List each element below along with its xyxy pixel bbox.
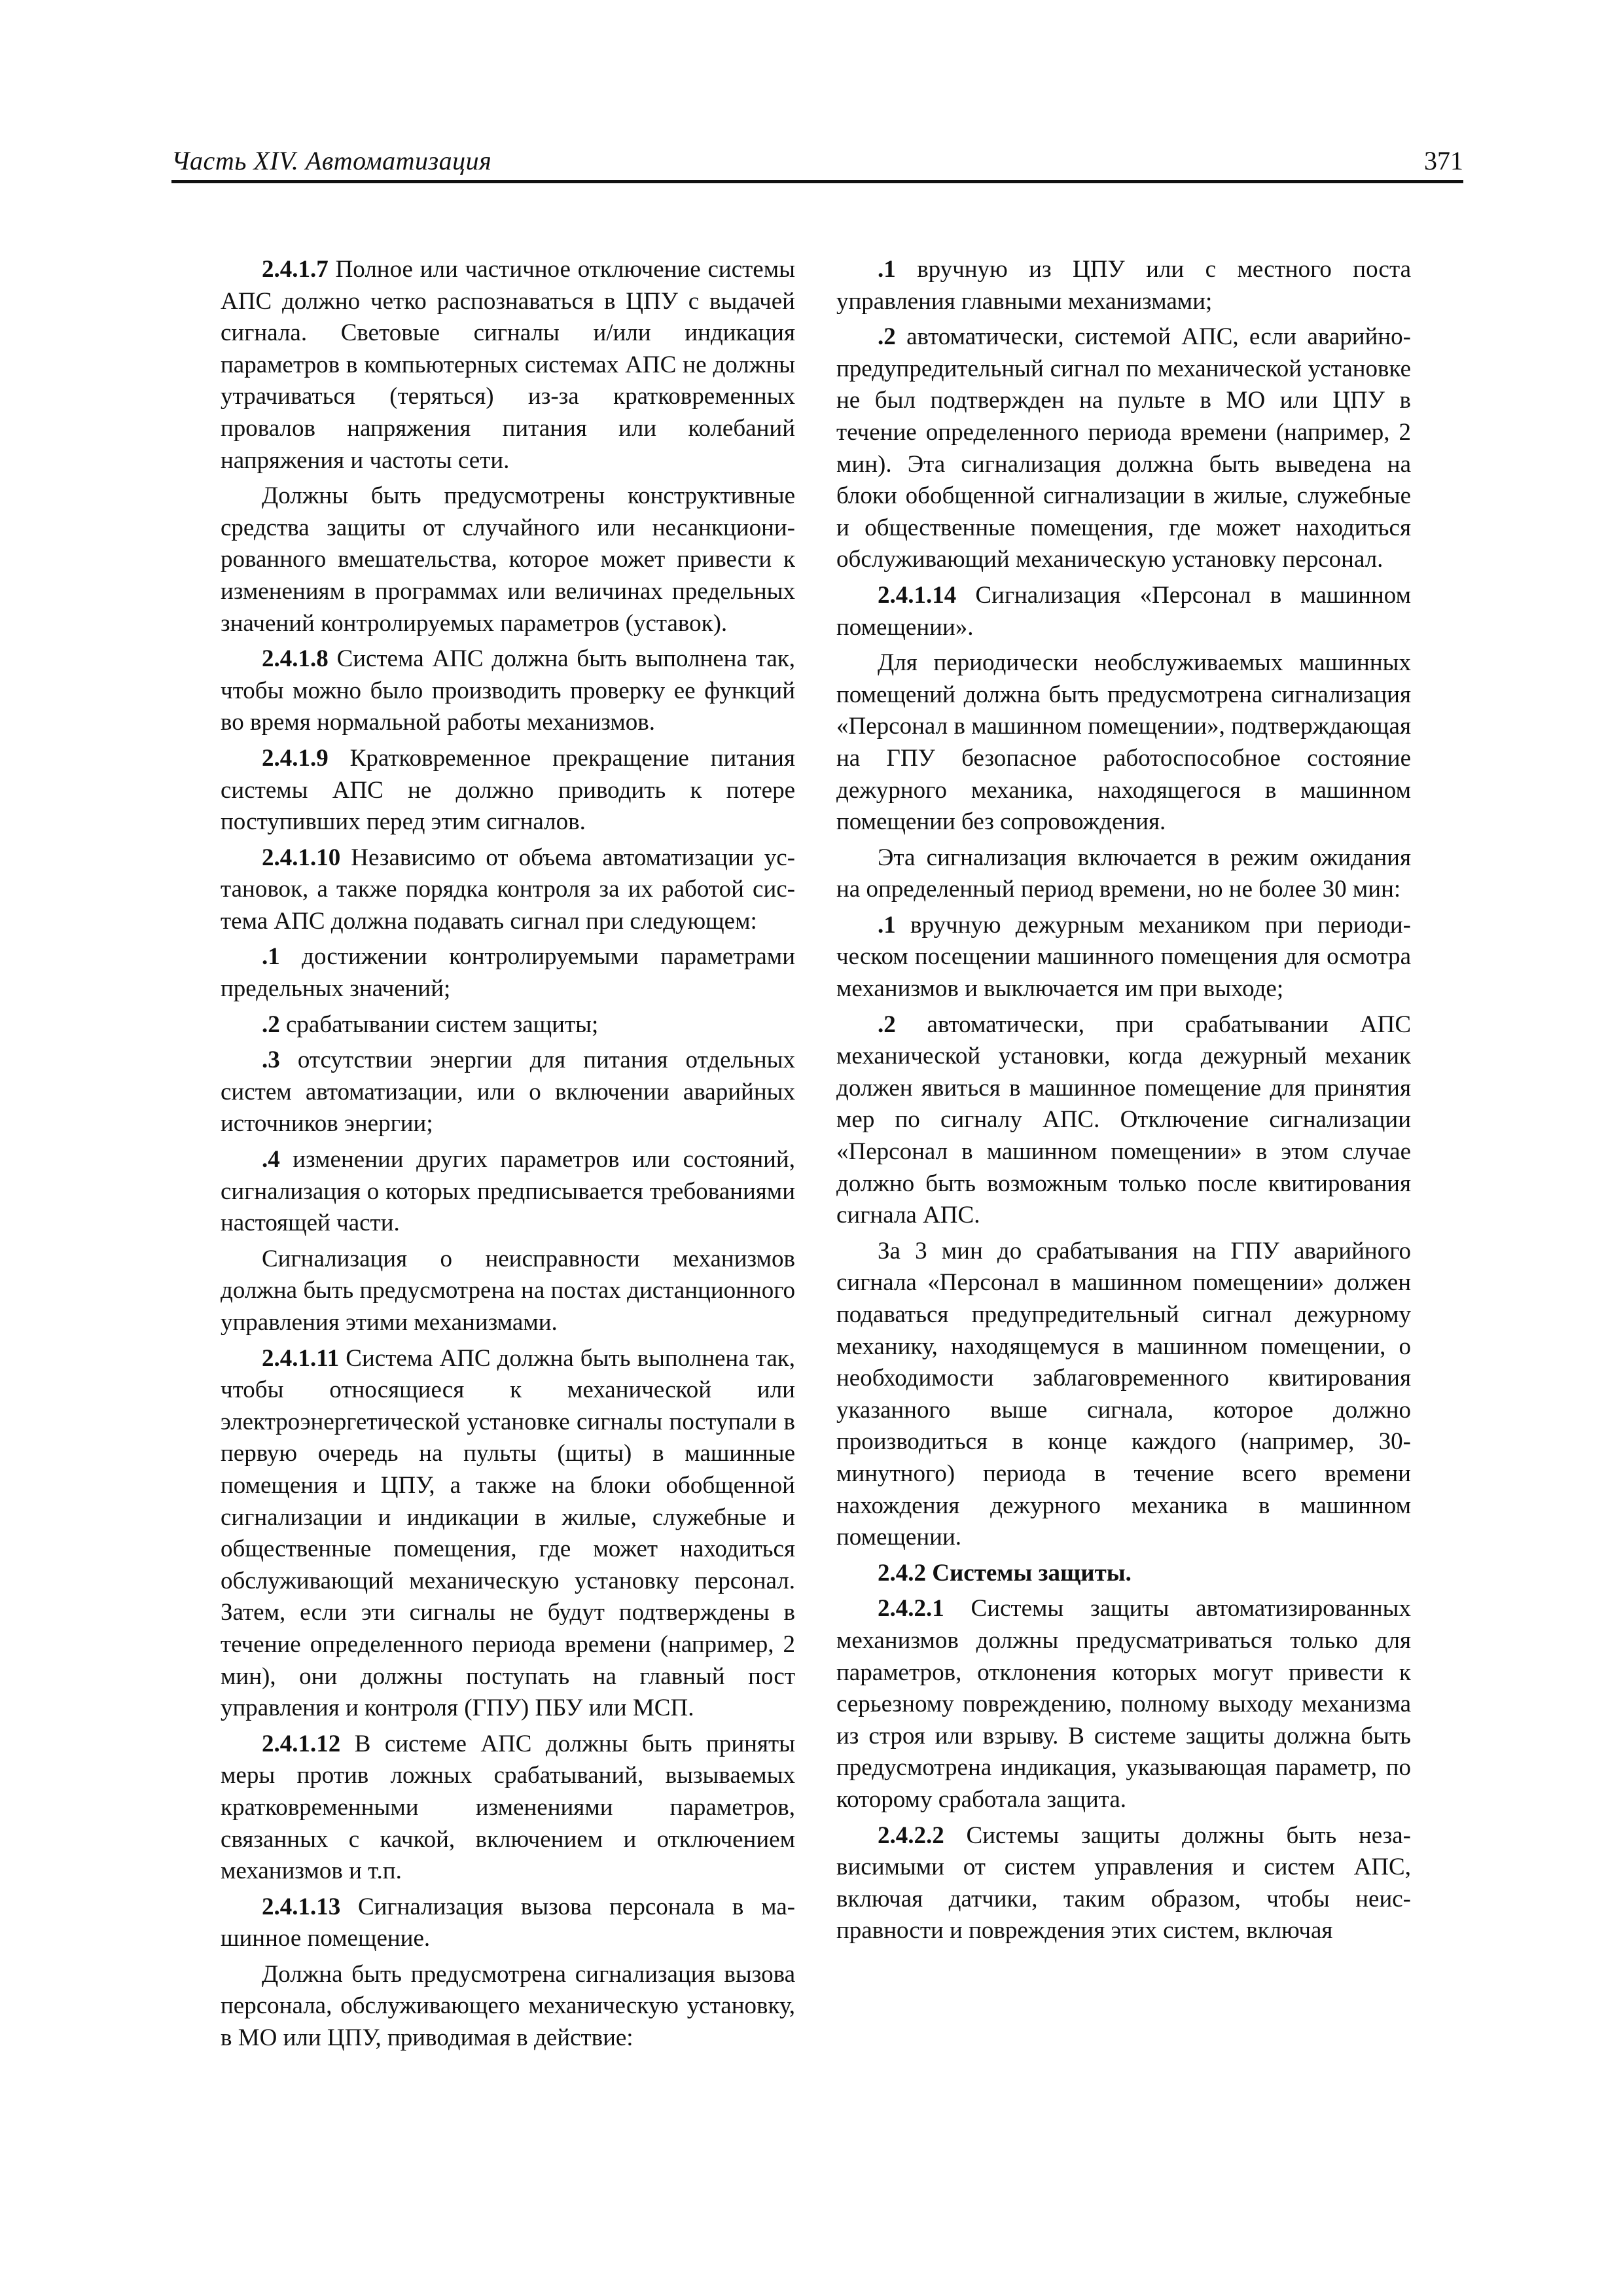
paragraph-text: Сигнализация «Персонал в машинном помещении». [836, 581, 1411, 641]
left-column [221, 254, 795, 2058]
paragraph [836, 1593, 1411, 1816]
paragraph-text: Система АПС должна быть выполнена так, чтобы относящиеся к механической или электроэнергетической установке сигналы поступали в первую очередь на пульты (щиты) в машинные помещения и ЦПУ, а также на блоки обобщенной сигнализации и индикации в жилые, служебные и общественные помещения, где может находиться обслуживающий механическую установку персонал. Затем, если эти сигналы не будут подтверждены в течение определенного периода времени (например, 2 мин), они должны поступать на главный пост управления и контроля (ГПУ) ПБУ или МСП. [221, 1344, 795, 1722]
paragraph-text: Должна быть предусмотрена сигнализация вызова персонала, обслуживающего механическую установку, в МО или ЦПУ, приводимая в действие: [221, 1960, 795, 2052]
paragraph [221, 480, 795, 639]
paragraph-text: Эта сигнализация включается в режим ожидания на определенный период времени, но не более 30 мин: [836, 844, 1411, 903]
list-item-number: .2 [878, 1011, 896, 1038]
right-column [836, 254, 1411, 1951]
paragraph [836, 1236, 1411, 1554]
paragraph [221, 1959, 795, 2054]
list-item [221, 1009, 795, 1041]
paragraph [221, 1892, 795, 1955]
paragraph [221, 1729, 795, 1888]
header-divider [171, 180, 1463, 183]
paragraph [836, 647, 1411, 838]
list-item-text: вручную дежурным механиком при периодическом посещении машинного помещения для осмотра механизмов и выключается им при выходе; [836, 911, 1411, 1003]
list-item-text: срабатывании систем защиты; [279, 1011, 599, 1038]
list-item [221, 1144, 795, 1240]
paragraph-text: Система АПС должна быть выполнена так, чтобы можно было производить проверку ее функций во время нормальной работы механизмов. [221, 645, 795, 736]
list-item-number: .2 [878, 323, 896, 351]
list-item-number: .1 [262, 943, 280, 971]
paragraph-text: За 3 мин до срабатывания на ГПУ аварийного сигнала «Персонал в машинном помещении» должен подаваться предупредительный сигнал дежурному механику, находящемуся в машинном помещении, о необходимости заблаговременного квитирования указанного выше сигнала, которое должно производиться в конце каждого (например, 30-минутного) периода в течение всего времени нахождения дежурного механика в машинном помещении. [836, 1237, 1411, 1551]
list-item-text: отсутствии энергии для питания отдельных систем автоматизации, или о включении аварийных источников энергии; [221, 1047, 795, 1138]
list-item-text: вручную из ЦПУ или с местного поста управления главными механизмами; [836, 256, 1411, 315]
section-heading [836, 1558, 1411, 1590]
paragraph-text: Должны быть предусмотрены конструктивные средства защиты от случайного или несанкционированного вмешательства, которое может привести к изменениям в программах или величинах предельных значений контролируемых параметров (уставок). [221, 482, 795, 637]
list-item [836, 1009, 1411, 1232]
clause-number: 2.4.2.2 [878, 1821, 944, 1849]
paragraph [221, 643, 795, 739]
clause-number: 2.4.1.14 [878, 581, 957, 609]
clause-number: 2.4.1.10 [262, 844, 341, 871]
list-item-text: автоматически, системой АПС, если аварийно-предупредительный сигнал по механической установке не был подтвержден на пульте в МО или ЦПУ в течение определенного периода времени (например, 2 мин). Эта сигнализация должна быть выведена на блоки обобщенной сигнализации в жилые, служебные и общественные помещения, где может находиться обслуживающий механическую установку персонал. [836, 323, 1411, 573]
paragraph-text: Для периодически необслуживаемых машинных помещений должна быть предусмотрена сигнализация «Персонал в машинном помещении», подтверждающая на ГПУ безопасное работоспособное состояние дежурного механика, находящегося в машинном помещении без сопровождения. [836, 649, 1411, 836]
list-item-text: изменении других параметров или состояний, сигнализация о которых предписывается требованиями настоящей части. [221, 1146, 795, 1237]
list-item [221, 941, 795, 1005]
list-item [221, 1045, 795, 1140]
list-item-number: .1 [878, 911, 896, 939]
list-item [836, 910, 1411, 1005]
paragraph [221, 254, 795, 476]
paragraph-text: Сигнализация вызова персонала в машинное помещение. [221, 1893, 795, 1952]
paragraph-text: Системы защиты автоматизированных механизмов должны предусматриваться только для параметров, отклонения которых могут привести к серьезному повреждению, полному выходу механизма из строя или взрыву. В системе защиты должна быть предусмотрена индикация, указывающая параметр, по которому сработала защита. [836, 1595, 1411, 1813]
list-item [836, 254, 1411, 317]
list-item [836, 321, 1411, 576]
clause-number: 2.4.1.9 [262, 744, 329, 772]
paragraph-text: Системы защиты должны быть независимыми от систем управления и систем АПС, включая датчики, таким образом, чтобы неисправности и повреждения этих систем, включая [836, 1821, 1411, 1945]
page-number: 371 [1424, 146, 1463, 175]
paragraph-text: Полное или частичное отключение системы АПС должно четко распознаваться в ЦПУ с выдачей сигнала. Световые сигналы и/или индикация параметров в компьютерных системах АПС не должны утрачиваться (теряться) из-за кратковременных провалов напряжения питания или колебаний напряжения и частоты сети. [221, 256, 795, 474]
clause-number: 2.4.1.12 [262, 1730, 341, 1757]
list-item-text: автоматически, при срабатывании АПС механической установки, когда дежурный механик должен явиться в машинное помещение для принятия мер по сигналу АПС. Отключение сигнализации «Персонал в машинном помещении» в этом случае должно быть возможным только после квитирования сигнала АПС. [836, 1011, 1411, 1229]
paragraph [221, 842, 795, 938]
running-header-title: Часть XIV. Автоматизация [171, 146, 492, 175]
clause-number: 2.4.1.8 [262, 645, 329, 673]
list-item-number: .3 [262, 1047, 280, 1074]
list-item-number: .2 [262, 1011, 280, 1038]
list-item-number: .1 [878, 256, 896, 283]
paragraph [221, 743, 795, 838]
paragraph [836, 842, 1411, 906]
clause-number: 2.4.1.13 [262, 1893, 341, 1920]
paragraph-text: Независимо от объема автоматизации установок, а также порядка контроля за их работой система АПС должна подавать сигнал при следующем: [221, 844, 795, 935]
paragraph [221, 1343, 795, 1725]
running-header [171, 143, 1463, 179]
list-item-text: достижении контролируемыми параметрами предельных значений; [221, 943, 795, 1003]
section-heading-text: 2.4.2 Системы защиты. [878, 1559, 1132, 1587]
clause-number: 2.4.1.7 [262, 256, 329, 283]
paragraph [836, 580, 1411, 643]
paragraph [221, 1244, 795, 1339]
paragraph-text: В системе АПС должны быть приняты меры против ложных срабатываний, вызываемых кратковременными изменениями параметров, связанных с качкой, включением и отключением механизмов и т.п. [221, 1730, 795, 1885]
clause-number: 2.4.2.1 [878, 1595, 944, 1623]
paragraph-text: Кратковременное прекращение питания системы АПС не должно приводить к потере поступивших перед этим сигналов. [221, 744, 795, 836]
paragraph [836, 1820, 1411, 1947]
list-item-number: .4 [262, 1146, 280, 1174]
clause-number: 2.4.1.11 [262, 1344, 340, 1372]
paragraph-text: Сигнализация о неисправности механизмов должна быть предусмотрена на постах дистанционного управления этими механизмами. [221, 1245, 795, 1336]
